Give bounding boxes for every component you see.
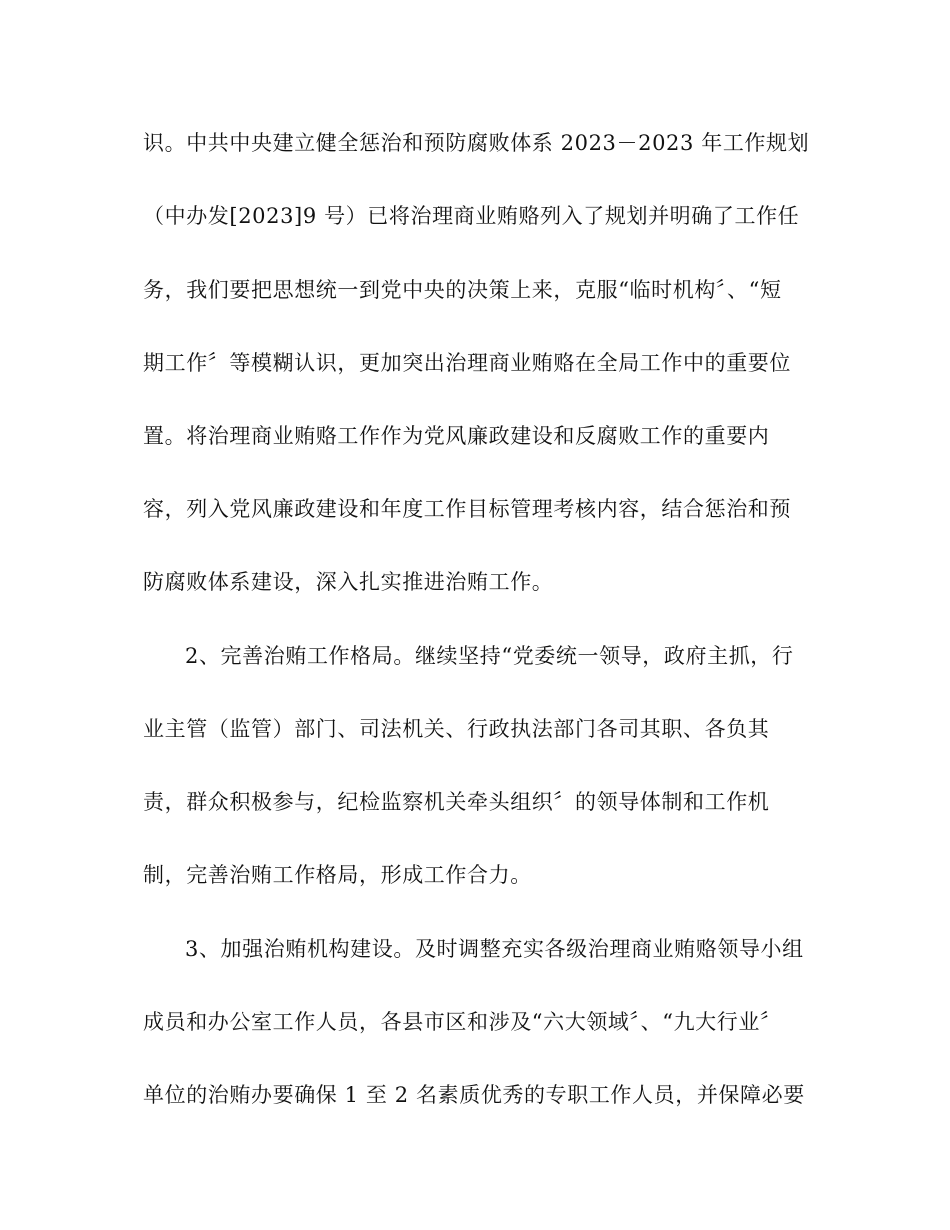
text-line: 业主管（监管）部门、司法机关、行政执法部门各司其职、各负其: [143, 717, 770, 741]
text-line: （中办发[2023]9 号）已将治理商业贿赂列入了规划并明确了工作任: [143, 204, 800, 228]
text-line: 成员和办公室工作人员，各县市区和涉及“六大领域〞、“九大行业〞: [143, 1010, 782, 1034]
text-line: 制，完善治贿工作格局，形成工作合力。: [143, 863, 532, 887]
paragraph-3-first-line: 3、加强治贿机构建设。及时调整充实各级治理商业贿赂领导小组: [185, 937, 804, 961]
text-line: 置。将治理商业贿赂工作作为党风廉政建设和反腐败工作的重要内: [143, 424, 770, 448]
text-line: 识。中共中央建立健全惩治和预防腐败体系 2023－2023 年工作规划: [143, 131, 810, 155]
text-line: 单位的治贿办要确保 1 至 2 名素质优秀的专职工作人员，并保障必要: [143, 1083, 805, 1107]
paragraph-2-first-line: 2、完善治贿工作格局。继续坚持“党委统一领导，政府主抓，行: [185, 644, 794, 668]
text-line: 责，群众积极参与，纪检监察机关牵头组织〞的领导体制和工作机: [143, 790, 770, 814]
text-line: 防腐败体系建设，深入扎实推进治贿工作。: [143, 570, 554, 594]
text-line: 期工作〞等模糊认识，更加突出治理商业贿赂在全局工作中的重要位: [143, 351, 791, 375]
text-line: 容，列入党风廉政建设和年度工作目标管理考核内容，结合惩治和预: [143, 497, 791, 521]
text-line: 务，我们要把思想统一到党中央的决策上来，克服“临时机构〞、“短: [143, 278, 782, 302]
